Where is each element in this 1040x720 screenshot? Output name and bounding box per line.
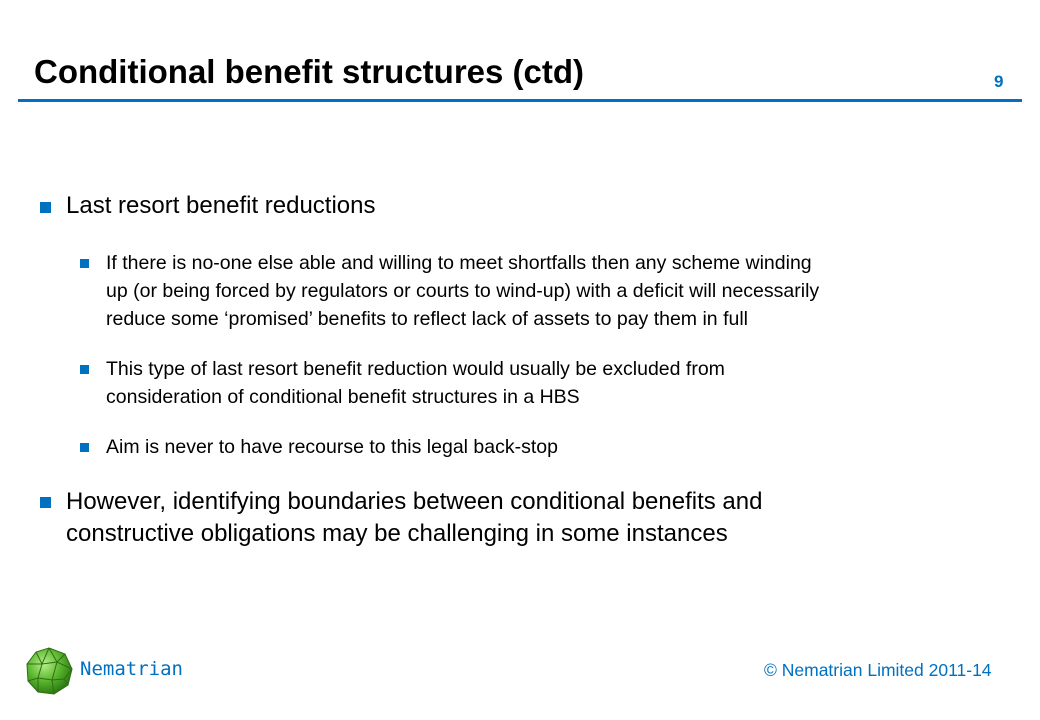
- sub-bullet-text: [106, 433, 558, 461]
- sub-bullet-line: up (or being forced by regulators or courts to wind-up) with a deficit will necessarily: [106, 280, 820, 302]
- footer-brand: Nematrian: [80, 658, 183, 680]
- sub-bullet-line: reduce some ‘promised’ benefits to reflect lack of assets to pay them in full: [106, 308, 748, 330]
- sub-bullet-line: consideration of conditional benefit structures in a HBS: [106, 386, 580, 408]
- title-divider: [18, 99, 1022, 102]
- sub-bullet-marker: [80, 365, 89, 374]
- sub-bullet-line: Aim is never to have recourse to this legal back-stop: [106, 436, 558, 458]
- sub-bullet-line: This type of last resort benefit reduction would usually be excluded from: [106, 358, 725, 380]
- bullet-line: constructive obligations may be challenging in some instances: [66, 520, 728, 547]
- bullet-text: Last resort benefit reductions: [66, 192, 376, 219]
- bullet-marker: [40, 202, 51, 213]
- sub-bullet-marker: [80, 259, 89, 268]
- sub-bullet-line: If there is no-one else able and willing to meet shortfalls then any scheme winding: [106, 252, 812, 274]
- slide-title: Conditional benefit structures (ctd): [34, 53, 585, 90]
- bullet-marker: [40, 497, 51, 508]
- sub-bullet-marker: [80, 443, 89, 452]
- sub-bullet-text: [106, 355, 725, 411]
- bullet-text: [66, 486, 762, 550]
- bullet-line: However, identifying boundaries between conditional benefits and: [66, 488, 763, 515]
- footer-copyright: © Nematrian Limited 2011-14: [764, 660, 992, 680]
- slide-number: 9: [994, 72, 1004, 91]
- nematrian-logo-icon: [24, 646, 74, 696]
- sub-bullet-text: [106, 249, 819, 333]
